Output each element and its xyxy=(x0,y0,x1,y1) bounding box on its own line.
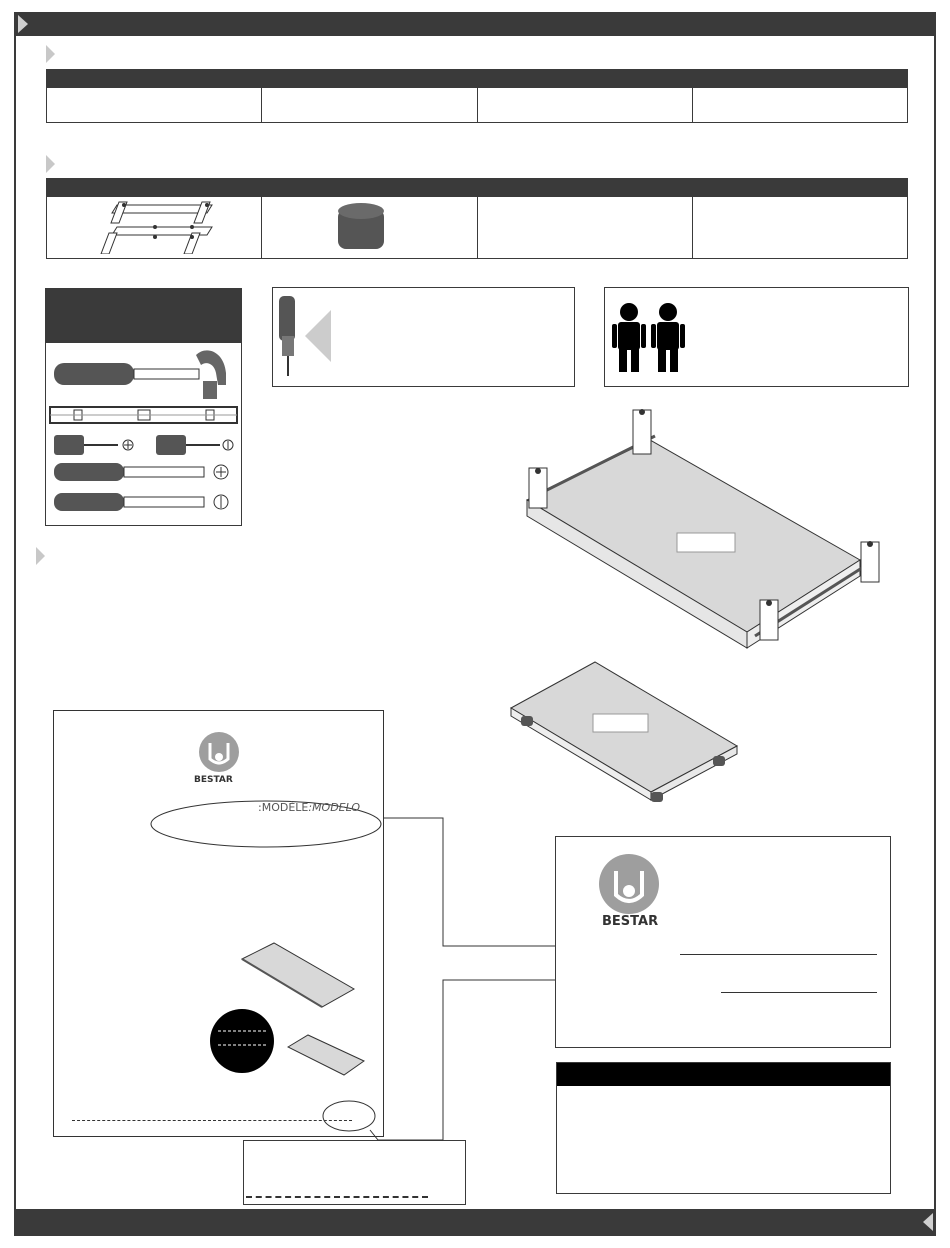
model-label-fr: :MODÈLE xyxy=(258,801,309,814)
label-callout-circle xyxy=(321,1099,377,1133)
dashed-line xyxy=(72,1120,352,1121)
hammer-icon xyxy=(54,350,226,399)
rubber-foot-icon xyxy=(262,197,476,254)
parts-cell xyxy=(477,88,692,123)
phillips-screwdriver-icon xyxy=(54,435,133,455)
tools-required-box xyxy=(45,288,242,526)
production-number-line[interactable] xyxy=(721,992,877,993)
header-arrow-icon xyxy=(18,15,28,33)
product-box-label xyxy=(53,710,384,1137)
brand-logo-icon xyxy=(198,731,240,773)
top-header-bar xyxy=(14,12,936,36)
model-label-es: :MODELO xyxy=(308,801,361,814)
power-drill-icon xyxy=(273,288,363,386)
hardware-table xyxy=(46,178,908,259)
section-marker-icon xyxy=(46,155,55,173)
flathead-screwdriver-icon xyxy=(156,435,233,455)
hardware-cell-foot xyxy=(262,197,477,259)
dashed-line xyxy=(246,1196,428,1198)
brand-name-large: BESTAR xyxy=(602,914,659,929)
hardware-cell xyxy=(477,197,692,259)
brand-logo-icon xyxy=(598,853,660,915)
parts-cell xyxy=(262,88,477,123)
label-callout-box xyxy=(243,1140,466,1205)
two-people-icon xyxy=(605,288,695,386)
two-people-box xyxy=(604,287,909,387)
drawer-slides-icon xyxy=(47,197,261,254)
brand-name-small: BESTAR xyxy=(194,775,233,785)
parts-cell xyxy=(47,88,262,123)
customer-info-box xyxy=(555,836,891,1048)
hardware-cell xyxy=(692,197,907,259)
tools-header xyxy=(46,289,241,343)
hardware-cell-slides xyxy=(47,197,262,259)
parts-cell xyxy=(692,88,907,123)
no-power-tools-box xyxy=(272,287,575,387)
model-number-line[interactable] xyxy=(680,954,877,955)
flathead-screwdriver-icon xyxy=(54,493,228,511)
notice-box xyxy=(556,1062,891,1194)
level-icon xyxy=(50,407,237,423)
phillips-screwdriver-icon xyxy=(54,463,228,481)
bottom-footer-bar xyxy=(14,1209,936,1236)
tools-illustration xyxy=(46,343,241,525)
parts-table xyxy=(46,69,908,123)
section-marker-icon xyxy=(46,45,55,63)
shelf-panel-illustration xyxy=(505,658,745,808)
model-label xyxy=(258,801,360,814)
notice-header xyxy=(557,1063,890,1086)
section-marker-icon xyxy=(36,547,45,565)
footer-arrow-icon xyxy=(923,1213,933,1231)
shelf-assembly-illustration xyxy=(515,400,915,665)
